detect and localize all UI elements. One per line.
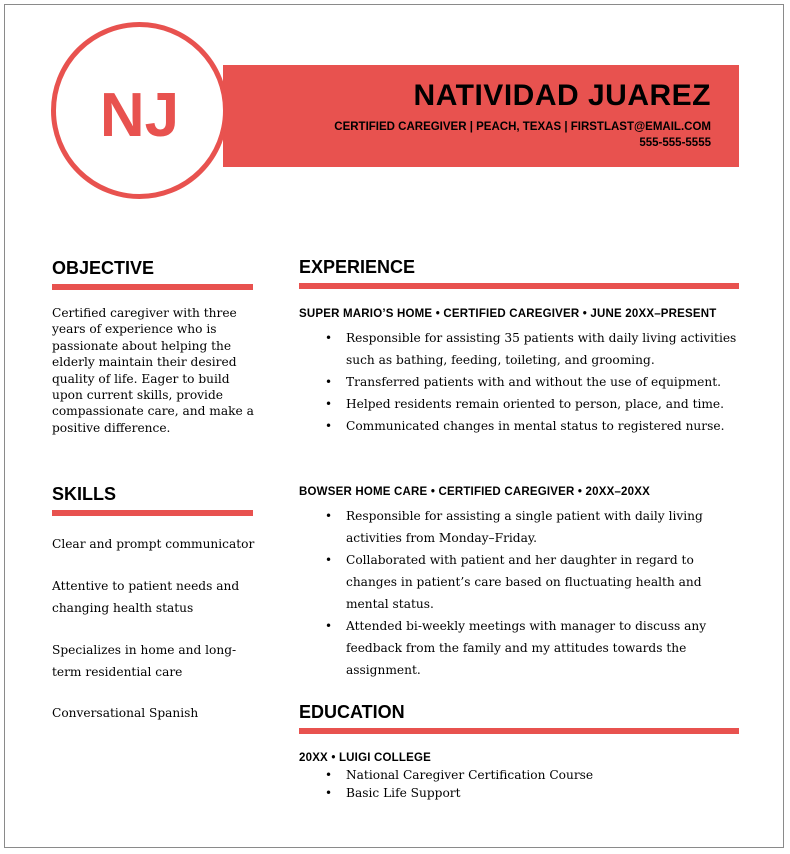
skills-rule bbox=[52, 510, 253, 516]
job-heading: BOWSER HOME CARE • CERTIFIED CAREGIVER • 20XX–20XX bbox=[299, 486, 650, 498]
skills-heading: SKILLS bbox=[52, 484, 117, 504]
education-item: • Basic Life Support bbox=[299, 785, 739, 803]
skill-item: Conversational Spanish bbox=[52, 706, 199, 720]
education-heading: EDUCATION bbox=[299, 702, 405, 722]
job-bullet-list bbox=[299, 327, 739, 437]
experience-rule bbox=[299, 283, 739, 289]
objective-text: Certified caregiver with three years of experience who is passionate about helping the elderly maintain their desired quality of life. Eager to build upon current skills, provide compassionate care, and make a positive difference. bbox=[52, 306, 254, 435]
education-heading-line: 20XX • LUIGI COLLEGE bbox=[299, 752, 431, 764]
candidate-name: NATIVIDAD JUAREZ bbox=[413, 79, 711, 112]
education-rule bbox=[299, 728, 739, 734]
contact-line: CERTIFIED CAREGIVER | PEACH, TEXAS | FIRSTLAST@EMAIL.COM bbox=[334, 121, 711, 133]
job-bullet: • Attended bi-weekly meetings with manager to discuss any feedback from the family and my attitudes towards the assignment. bbox=[299, 615, 739, 681]
contact-info bbox=[334, 119, 711, 151]
job-bullet: • Transferred patients with and without the use of equipment. bbox=[299, 371, 739, 393]
skill-item: Specializes in home and long-term residential care bbox=[52, 643, 237, 679]
education-list bbox=[299, 767, 739, 802]
monogram-circle bbox=[51, 22, 228, 199]
objective-rule bbox=[52, 284, 253, 290]
job-bullet-list bbox=[299, 505, 739, 681]
education-item: • National Caregiver Certification Course bbox=[299, 767, 739, 785]
experience-heading: EXPERIENCE bbox=[299, 257, 416, 277]
resume-page bbox=[4, 4, 784, 848]
job-bullet: • Responsible for assisting 35 patients with daily living activities such as bathing, feeding, toileting, and grooming. bbox=[299, 327, 739, 371]
job-bullet: • Collaborated with patient and her daughter in regard to changes in patient’s care based on fluctuating health and mental status. bbox=[299, 549, 739, 615]
phone-number: 555-555-5555 bbox=[639, 137, 711, 149]
header-banner bbox=[223, 65, 739, 167]
objective-heading: OBJECTIVE bbox=[52, 258, 155, 278]
job-bullet: • Communicated changes in mental status to registered nurse. bbox=[299, 415, 739, 437]
monogram-initials: NJ bbox=[99, 81, 180, 150]
job-heading: SUPER MARIO’S HOME • CERTIFIED CAREGIVER • JUNE 20XX–PRESENT bbox=[299, 308, 717, 320]
skill-item: Clear and prompt communicator bbox=[52, 537, 255, 551]
skill-item: Attentive to patient needs and changing health status bbox=[52, 579, 240, 615]
job-bullet: • Responsible for assisting a single patient with daily living activities from Monday–Friday. bbox=[299, 505, 739, 549]
job-bullet: • Helped residents remain oriented to person, place, and time. bbox=[299, 393, 739, 415]
